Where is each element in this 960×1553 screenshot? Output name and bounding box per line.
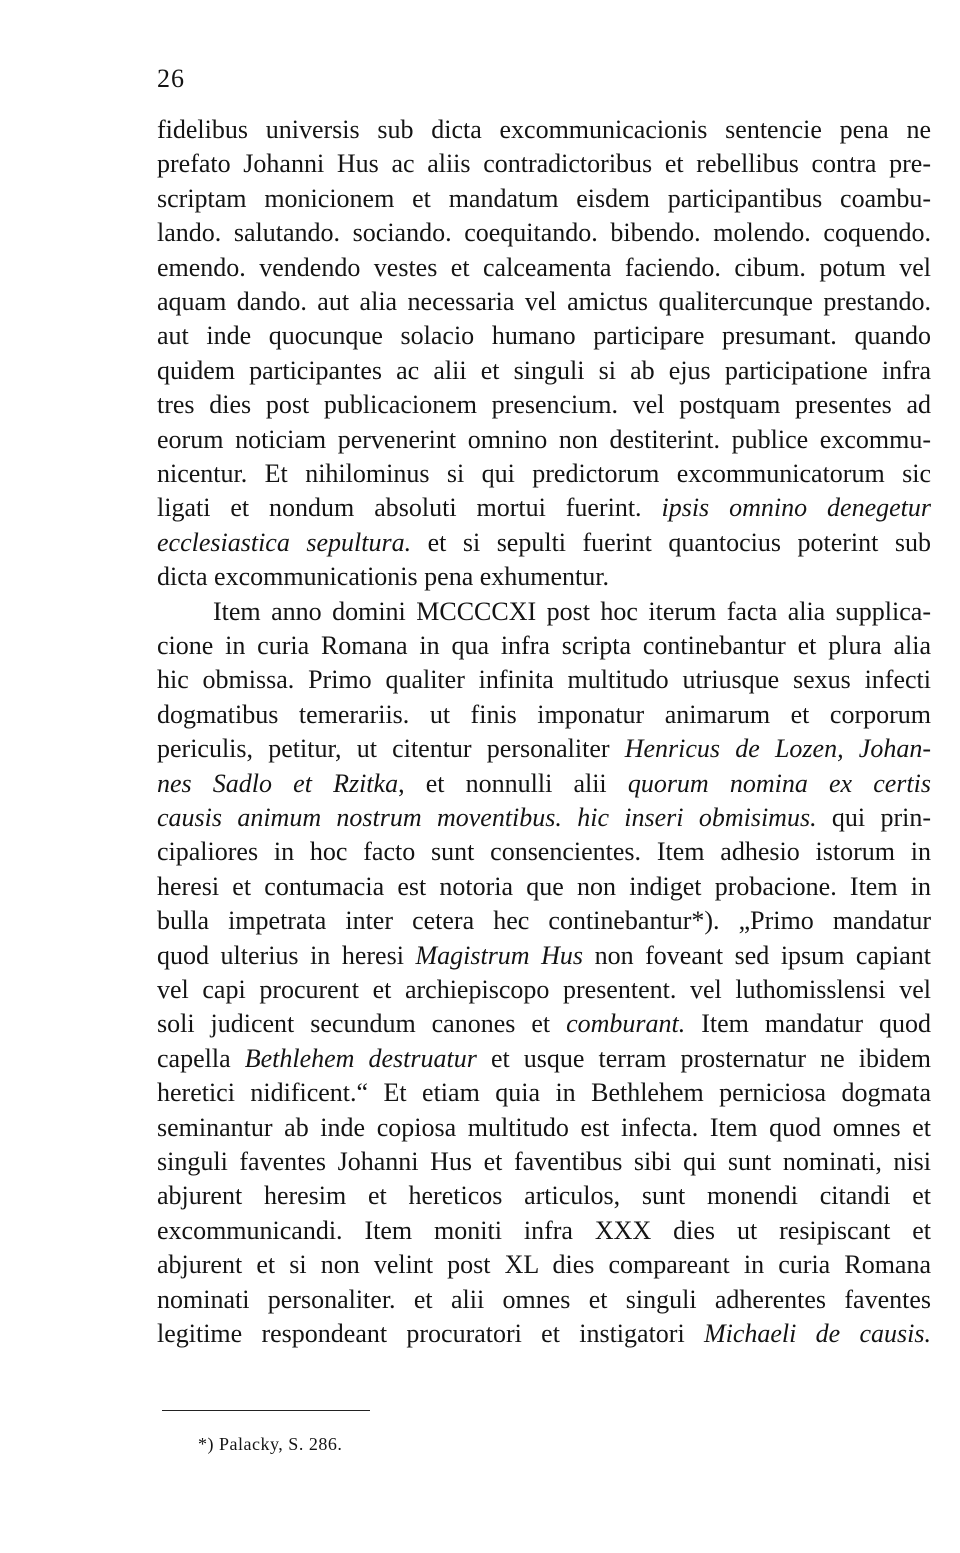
italic-text: comburant. — [566, 1009, 686, 1039]
text-line — [157, 318, 931, 354]
text-line — [157, 1006, 931, 1042]
text-line — [157, 1110, 931, 1146]
italic-text: Bethlehem destruatur — [244, 1043, 477, 1073]
text-line — [157, 1075, 931, 1111]
text-segment: abjurent et si non velint post XL dies compareant in curia Romana — [157, 1250, 931, 1280]
footnote-rule — [162, 1410, 370, 1411]
text-segment: periculis, petitur, ut citentur personaliter — [157, 734, 625, 764]
text-line — [157, 422, 931, 458]
text-line — [157, 525, 931, 561]
text-line — [157, 387, 931, 423]
text-line — [157, 972, 931, 1008]
text-segment: aquam dando. aut alia necessaria vel amictus qualitercunque prestando. — [157, 287, 931, 316]
text-line — [157, 1041, 931, 1077]
text-line — [157, 731, 931, 767]
text-line — [157, 250, 931, 286]
text-line — [157, 938, 931, 974]
text-segment: tres dies post publicacionem presencium. vel postquam presentes ad — [157, 390, 931, 420]
text-segment: nicentur. Et nihilominus si qui predictorum excommunicatorum sic — [157, 459, 931, 488]
text-segment: prefato Johanni Hus ac aliis contradictoribus et rebellibus contra pre- — [157, 149, 931, 179]
italic-text: ipsis omnino denegetur — [661, 493, 931, 523]
italic-text: ecclesiastica sepultura. — [157, 527, 412, 557]
italic-text: quorum nomina ex certis — [627, 768, 931, 798]
text-segment: non foveant sed ipsum capiant — [583, 940, 931, 970]
text-segment: soli judicent secundum canones et — [157, 1009, 567, 1039]
text-segment: bulla impetrata inter cetera hec continebantur*). „Primo mandatur — [157, 906, 931, 936]
text-segment: qui prin- — [816, 803, 931, 832]
text-segment: Item mandatur quod — [685, 1009, 931, 1039]
text-segment: dicta excommunicationis pena exhumentur. — [157, 562, 609, 592]
text-line — [157, 869, 931, 905]
text-segment: quidem participantes ac alii et singuli si ab ejus participatione infra — [157, 355, 931, 385]
text-segment: dogmatibus temerariis. ut finis imponatur animarum et corporum — [157, 699, 931, 729]
text-line — [157, 490, 931, 526]
text-line — [157, 1282, 931, 1318]
text-segment: fidelibus universis sub dicta excommunicacionis sentencie pena ne — [157, 115, 931, 144]
text-segment: aut inde quocunque solacio humano participare presumant. quando — [157, 321, 931, 351]
text-line — [157, 559, 931, 595]
text-line — [157, 146, 931, 182]
text-segment: scriptam monicionem et mandatum eisdem participantibus coambu- — [157, 183, 931, 213]
text-segment: excommunicandi. Item moniti infra XXX dies ut resipiscant et — [157, 1215, 931, 1245]
text-line — [157, 1247, 931, 1283]
text-line — [157, 903, 931, 939]
text-segment: nominati personaliter. et alii omnes et singuli adherentes faventes — [157, 1284, 931, 1314]
text-line — [157, 284, 931, 320]
text-line — [213, 594, 931, 630]
text-segment: vel capi procurent et archiepiscopo presentent. vel luthomisslensi vel — [157, 975, 931, 1004]
text-line — [157, 662, 931, 698]
text-segment: hic obmissa. Primo qualiter infinita multitudo utriusque sexus infecti — [157, 665, 931, 695]
text-line — [157, 834, 931, 870]
text-segment: et usque terram prosternatur ne ibidem — [476, 1043, 931, 1073]
italic-text: Michaeli de causis. — [703, 1319, 931, 1348]
text-segment: Item anno domini MCCCCXI post hoc iterum facta alia supplica- — [213, 596, 931, 626]
text-segment: legitime respondeant procuratori et instigatori — [157, 1319, 704, 1348]
text-line — [157, 1144, 931, 1180]
text-line — [157, 1178, 931, 1214]
page-number: 26 — [157, 64, 185, 93]
text-line — [157, 1316, 931, 1352]
text-segment: eorum noticiam pervenerint omnino non destiterint. publice excommu- — [157, 424, 931, 454]
text-segment: emendo. vendendo vestes et calceamenta faciendo. cibum. potum vel — [157, 252, 931, 282]
footnote: *) Palacky, S. 286. — [198, 1434, 343, 1454]
text-segment: quod ulterius in heresi — [157, 940, 416, 970]
text-segment: et si sepulti fuerint quantocius poterint sub — [411, 527, 931, 557]
text-line — [157, 628, 931, 664]
text-segment: abjurent heresim et hereticos articulos, sunt monendi citandi et — [157, 1181, 931, 1211]
text-line — [157, 456, 931, 492]
text-segment: heretici nidificent.“ Et etiam quia in Bethlehem perniciosa dogmata — [157, 1078, 931, 1108]
italic-text: causis animum nostrum moventibus. hic inseri obmisimus. — [157, 803, 817, 832]
text-segment: capella — [157, 1043, 245, 1073]
text-line — [157, 215, 931, 251]
text-segment: lando. salutando. sociando. coequitando. bibendo. molendo. coquendo. — [157, 218, 931, 248]
text-line — [157, 697, 931, 733]
text-line — [157, 800, 931, 836]
text-segment: singuli faventes Johanni Hus et faventibus sibi qui sunt nominati, nisi — [157, 1147, 931, 1176]
italic-text: Henricus de Lozen, Johan- — [624, 734, 931, 764]
text-segment: seminantur ab inde copiosa multitudo est infecta. Item quod omnes et — [157, 1112, 931, 1142]
text-segment: , et nonnulli alii — [398, 768, 628, 798]
text-line — [157, 112, 931, 148]
text-segment: ligati et nondum absoluti mortui fuerint. — [157, 493, 662, 523]
italic-text: Magistrum Hus — [415, 940, 584, 970]
text-segment: cipaliores in hoc facto sunt consencientes. Item adhesio istorum in — [157, 837, 931, 867]
italic-text: nes Sadlo et Rzitka — [157, 768, 399, 798]
text-line — [157, 766, 931, 802]
text-line — [157, 181, 931, 217]
text-segment: heresi et contumacia est notoria que non indiget probacione. Item in — [157, 871, 931, 901]
text-line — [157, 1213, 931, 1249]
text-line — [157, 353, 931, 389]
text-segment: cione in curia Romana in qua infra scripta continebantur et plura alia — [157, 631, 931, 660]
